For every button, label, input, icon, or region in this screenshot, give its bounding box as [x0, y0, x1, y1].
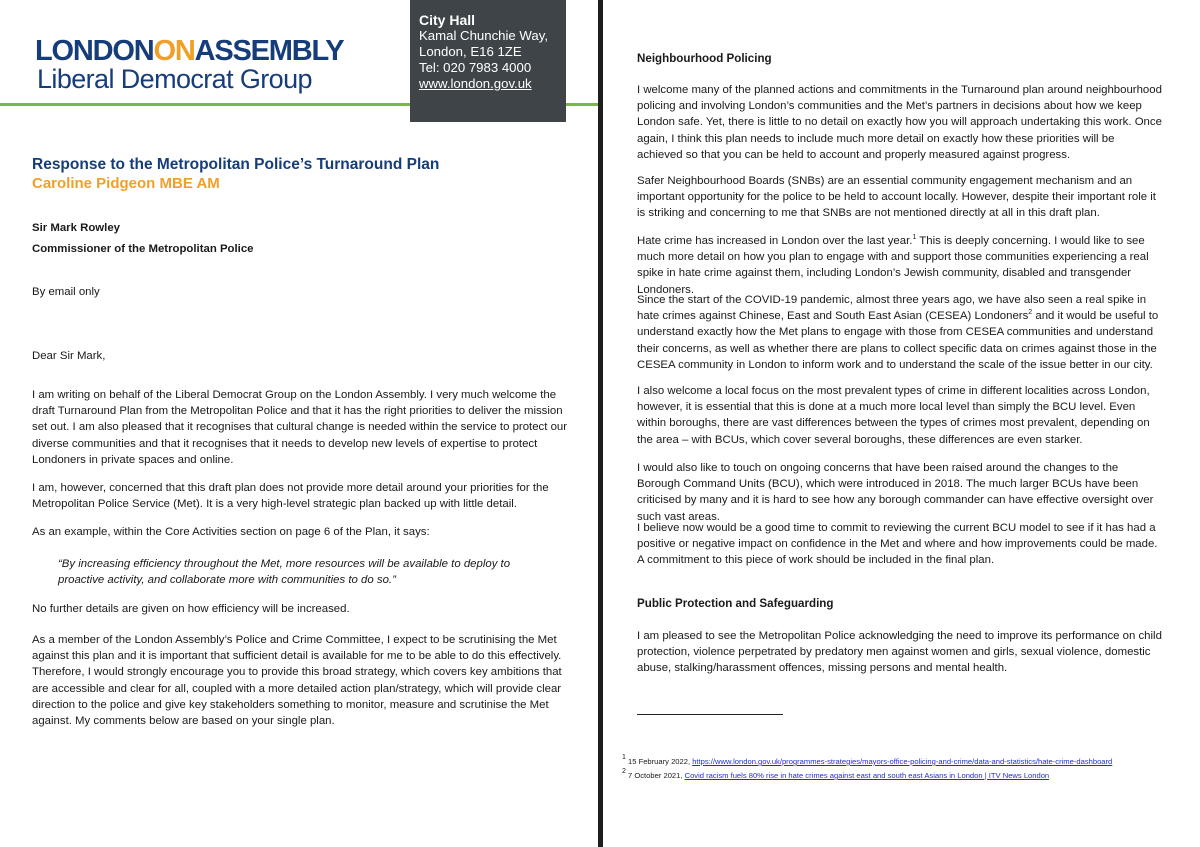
paragraph-5: As a member of the London Assembly’s Police and Crime Committee, I expect to be scrutinising the Met against this plan and it is important that sufficient detail is available for me to be able to do this effectively. Therefore, I would strongly encourage you to provide this broad strategy, which covers key ambitions that are accessible and clear for all, coupled with a more detailed action plan/strategy, which will provide clear direction to the police and give key stakeholders something to monitor, measure and scrutinise the Met against. My comments below are based on your single plan. — [32, 634, 562, 728]
document-author: Caroline Pidgeon MBE AM — [32, 175, 220, 192]
footnote-ref-2[interactable]: 2 — [1028, 309, 1033, 317]
letter-page-1 — [0, 0, 598, 847]
address-line-2: London, E16 1ZE — [419, 44, 522, 59]
paragraph-bcu-concerns: I would also like to touch on ongoing concerns that have been raised around the changes to the Borough Command Units (BCU), which were introduced in 2018. The much larger BCUs have been criticised by many and it is hard to see how any borough commander can have effective oversight over such vast areas. — [637, 462, 1154, 523]
paragraph-4: No further details are given on how efficiency will be increased. — [32, 603, 350, 615]
plan-quote: “By increasing efficiency throughout the Met, more resources will be available to deploy to proactive activity, and collaborate more with communities to do so.” — [58, 558, 511, 587]
logo-text-on: ON — [153, 35, 195, 67]
footnote-1-mark: 1 — [622, 754, 626, 761]
footnote-2 — [622, 768, 1050, 781]
cesea-text-cont: and it would be useful to understand exactly how the Met plans to engage with those from CESEA communities and understand their concerns, as well as whether there are plans to collect specific data on crimes against those in the CESEA community in London to inform work and to understand the scale of the issue better in our city. — [637, 310, 1159, 371]
logo-subtitle: Liberal Democrat Group — [37, 64, 312, 94]
recipient-title: Commissioner of the Metropolitan Police — [32, 243, 254, 255]
hate-crime-text-cont: This is deeply concerning. I would like to see much more detail on how you plan to engage with and support those communities experiencing a real spike in hate crime against them, including London’s Jewish community, disabled and transgender Londoners. — [637, 235, 1149, 296]
paragraph-snb: Safer Neighbourhood Boards (SNBs) are an essential community engagement mechanism and an important opportunity for the police to be held to account locally. However, despite their important role it is striking and concerning to me that SNBs are not mentioned directly at all in this draft plan. — [637, 175, 1156, 220]
footnote-ref-1[interactable]: 1 — [912, 234, 917, 241]
website-link[interactable]: www.london.gov.uk — [419, 76, 532, 91]
paragraph-bcu-review: I believe now would be a good time to commit to reviewing the current BCU model to see if it has had a positive or negative impact on confidence in the Met and where and how improvements could be made. A commitment to this piece of work should be included in the final plan. — [637, 522, 1158, 567]
footnote-1 — [622, 754, 1113, 767]
delivery-note: By email only — [32, 286, 100, 298]
section-heading-public-protection: Public Protection and Safeguarding — [637, 597, 834, 610]
document-title: Response to the Metropolitan Police’s Turnaround Plan — [32, 156, 440, 173]
salutation: Dear Sir Mark, — [32, 350, 106, 362]
paragraph-hate-crime — [637, 233, 1163, 298]
london-assembly-logo — [35, 36, 343, 66]
paragraph-3: As an example, within the Core Activities section on page 6 of the Plan, it says: — [32, 526, 430, 538]
footnote-rule — [637, 714, 783, 715]
address-line-1: Kamal Chunchie Way, — [419, 28, 548, 43]
footnote-1-date: 15 February 2022, — [625, 757, 693, 766]
paragraph-2: I am, however, concerned that this draft plan does not provide more detail around your priorities for the Metropolitan Police Service (Met). It is a very high-level strategic plan backed up with little detail. — [32, 482, 549, 511]
paragraph-public-protection: I am pleased to see the Metropolitan Police acknowledging the need to improve its performance on child protection, violence perpetrated by predatory men against women and girls, sexual violence, domestic abuse, stalking/harassment offences, missing persons and mental health. — [637, 630, 1162, 675]
logo-text-assembly: ASSEMBLY — [194, 35, 344, 67]
paragraph-cesea — [637, 292, 1163, 373]
section-heading-neighbourhood-policing: Neighbourhood Policing — [637, 52, 772, 65]
address-title: City Hall — [419, 12, 476, 28]
footnote-2-date: 7 October 2021, — [625, 771, 685, 780]
footnote-2-link[interactable]: Covid racism fuels 80% rise in hate crimes against east and south east Asians in London | ITV News London — [684, 771, 1050, 780]
letter-page-2 — [603, 0, 1200, 847]
cesea-text: Since the start of the COVID-19 pandemic, almost three years ago, we have also seen a real spike in hate crimes against Chinese, East and South East Asian (CESEA) Londoners — [637, 294, 1147, 323]
phone-number: Tel: 020 7983 4000 — [419, 60, 532, 75]
paragraph-local-focus: I also welcome a local focus on the most prevalent types of crime in different localities across London, however, it is essential that this is done at a much more local level than simply the BCU level. Even within boroughs, there are vast differences between the types of crimes most prevalent, depending on the area – with BCUs, which cover several boroughs, these differences are even starker. — [637, 385, 1150, 446]
recipient-name: Sir Mark Rowley — [32, 222, 120, 234]
paragraph-neighbourhood-1: I welcome many of the planned actions and commitments in the Turnaround plan around neighbourhood policing and involving London’s communities and the Met’s partners in decisions about how we keep London safe. Yet, there is little to no detail on exactly how you will approach undertaking this work. Once again, I think this plan needs to include much more detail on exactly how these priorities will be achieved so that you can be held to account and properly measured against progress. — [637, 84, 1162, 161]
footnote-1-link[interactable]: https://www.london.gov.uk/programmes-strategies/mayors-office-policing-and-crime/data-and-statistics/hate-crime-dashboard — [692, 757, 1113, 766]
paragraph-1: I am writing on behalf of the Liberal Democrat Group on the London Assembly. I very much welcome the draft Turnaround Plan from the Metropolitan Police and that it has the right priorities to deliver the mission set out. I am also pleased that it recognises that cultural change is needed within the service to protect our diverse communities and that it recognises that it needs to develop new levels of expertise to protect Londoners in private spaces and online. — [32, 389, 568, 466]
hate-crime-text: Hate crime has increased in London over the last year. — [637, 235, 913, 247]
address-box — [410, 0, 566, 122]
footnote-2-mark: 2 — [622, 768, 626, 775]
logo-text-london: LONDON — [35, 35, 154, 67]
